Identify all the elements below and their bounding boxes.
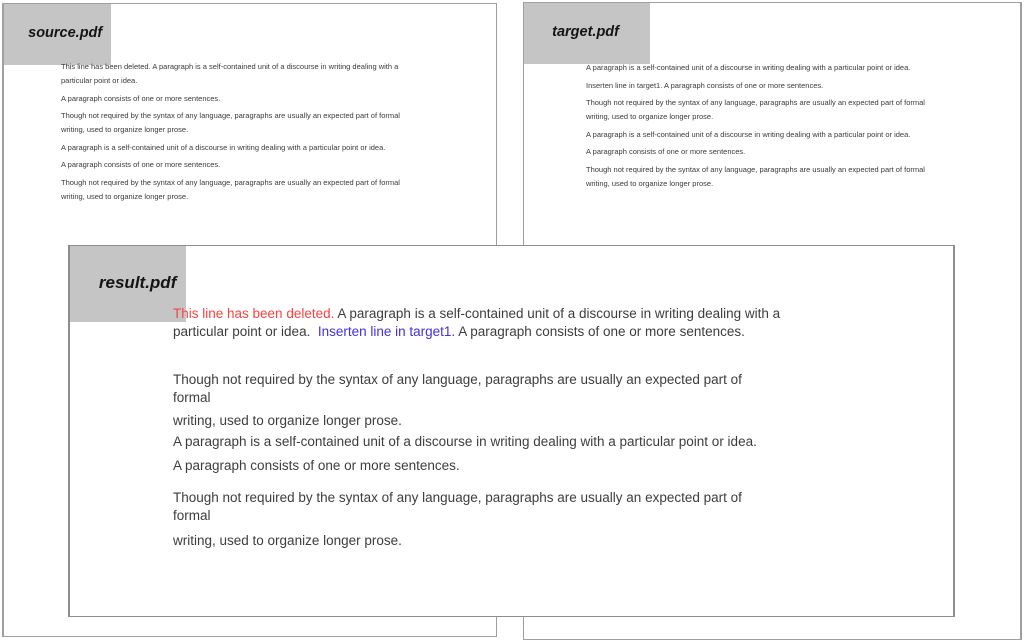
target-pdf-text-line: Though not required by the syntax of any language, paragraphs are usually an expected part of formal	[586, 164, 925, 174]
result-pdf-text-line	[173, 433, 780, 451]
result-text-segment: Though not required by the syntax of any language, paragraphs are usually an expected part of	[173, 372, 742, 387]
target-pdf-paragraph	[586, 163, 925, 191]
target-pdf-text-line: A paragraph is a self-contained unit of a discourse in writing dealing with a particular point or idea.	[586, 63, 911, 72]
target-pdf-text-line: writing, used to organize longer prose.	[586, 112, 714, 121]
result-pdf-label	[70, 246, 186, 322]
result-pdf-text-line	[173, 389, 780, 407]
deleted-text: This line has been deleted.	[173, 306, 335, 321]
target-pdf-paragraph	[586, 61, 925, 75]
source-pdf-label-text: source.pdf	[28, 25, 103, 41]
target-pdf-paragraph	[586, 96, 925, 124]
result-pdf-label-text: result.pdf	[98, 273, 177, 292]
target-pdf-text-line: Inserten line in target1. A paragraph consists of one or more sentences.	[586, 80, 824, 90]
source-pdf-text-line: A paragraph consists of one or more sentences.	[61, 93, 221, 103]
inserted-text: Inserten line in target1.	[317, 324, 456, 339]
result-text-segment: writing, used to organize longer prose.	[173, 533, 402, 548]
source-pdf-paragraph	[61, 92, 400, 106]
source-pdf-paragraph	[61, 109, 400, 137]
target-pdf-text-line: writing, used to organize longer prose.	[586, 178, 714, 188]
source-pdf-text-line: This line has been deleted. A paragraph is a self-contained unit of a discourse in writing dealing with a	[61, 62, 399, 71]
source-pdf-text-line: Though not required by the syntax of any language, paragraphs are usually an expected part of formal	[61, 111, 400, 120]
source-pdf-paragraph	[61, 176, 400, 204]
result-text-segment: particular point or idea.	[173, 324, 318, 339]
result-pdf-text-line	[173, 412, 780, 430]
target-pdf-paragraph	[586, 128, 925, 142]
source-pdf-paragraph	[61, 141, 400, 155]
result-pdf-text-line	[173, 457, 780, 475]
source-pdf-label	[4, 4, 111, 65]
target-pdf-paragraph	[586, 79, 925, 93]
result-text-segment: Though not required by the syntax of any language, paragraphs are usually an expected part of	[173, 490, 742, 505]
result-text-segment: formal	[173, 390, 211, 405]
source-pdf-text-line: A paragraph consists of one or more sentences.	[61, 160, 221, 169]
result-text-segment: A paragraph is a self-contained unit of a discourse in writing dealing with a	[334, 306, 781, 321]
source-pdf-paragraph	[61, 60, 400, 88]
source-pdf-text-line: writing, used to organize longer prose.	[61, 125, 189, 134]
result-pdf-content	[173, 305, 780, 550]
result-pdf-text-line	[173, 489, 780, 507]
target-pdf-label	[524, 3, 650, 64]
source-pdf-content	[61, 60, 400, 204]
target-pdf-text-line: A paragraph is a self-contained unit of a discourse in writing dealing with a particular point or idea.	[586, 129, 911, 139]
source-pdf-text-line: Though not required by the syntax of any language, paragraphs are usually an expected part of formal	[61, 177, 400, 187]
result-text-segment: A paragraph consists of one or more sentences.	[455, 324, 745, 339]
source-pdf-paragraph	[61, 158, 400, 172]
source-pdf-text-line: particular point or idea.	[61, 76, 138, 85]
target-pdf-content	[586, 61, 925, 191]
target-pdf-text-line: Though not required by the syntax of any language, paragraphs are usually an expected part of formal	[586, 98, 925, 107]
result-text-segment: writing, used to organize longer prose.	[173, 413, 402, 428]
target-pdf-text-line: A paragraph consists of one or more sentences.	[586, 147, 746, 156]
result-pdf-text-line	[173, 507, 780, 525]
result-text-segment: formal	[173, 508, 211, 523]
result-pdf-text-line	[173, 532, 780, 550]
result-text-segment: A paragraph is a self-contained unit of a discourse in writing dealing with a particular point or idea.	[173, 434, 757, 449]
result-pdf-text-line	[173, 371, 780, 389]
target-pdf-label-text: target.pdf	[552, 24, 619, 40]
target-pdf-paragraph	[586, 145, 925, 159]
source-pdf-text-line: writing, used to organize longer prose.	[61, 191, 189, 201]
result-pdf-panel	[68, 245, 955, 617]
result-pdf-text-line	[173, 323, 780, 341]
result-text-segment: A paragraph consists of one or more sentences.	[173, 458, 460, 473]
source-pdf-text-line: A paragraph is a self-contained unit of a discourse in writing dealing with a particular point or idea.	[61, 142, 386, 152]
result-pdf-text-line	[173, 305, 780, 323]
